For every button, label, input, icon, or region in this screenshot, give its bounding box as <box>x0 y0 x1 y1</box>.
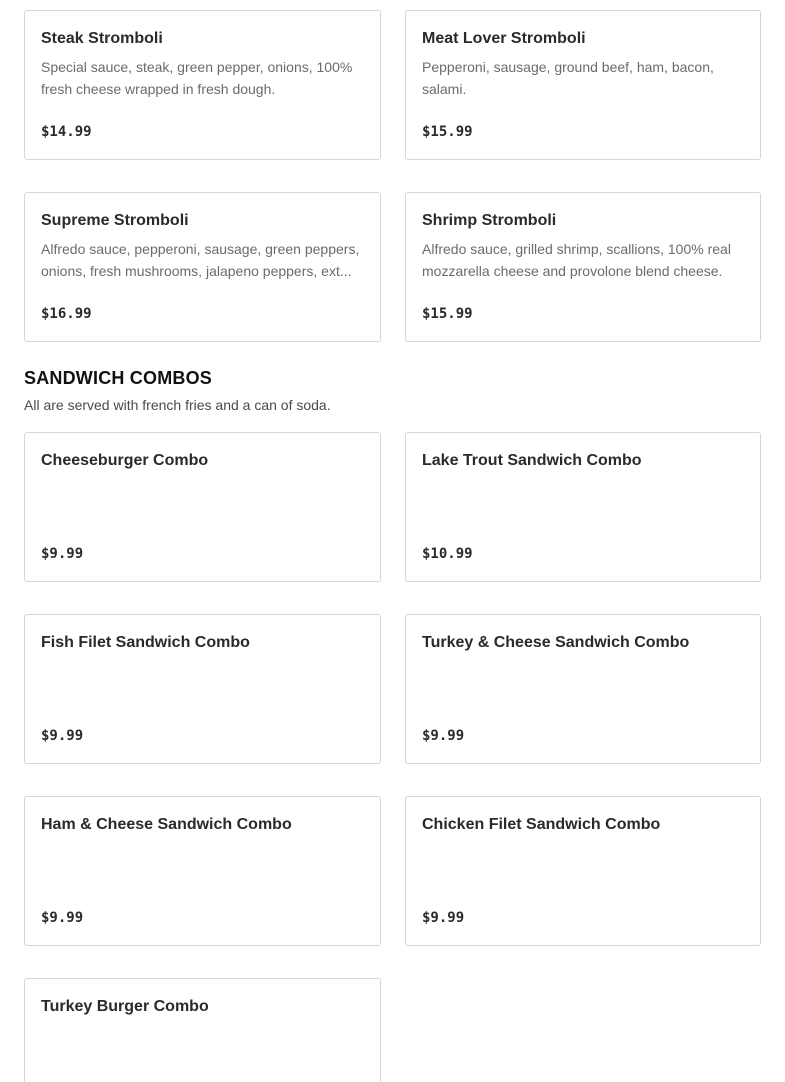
menu-item-description: Special sauce, steak, green pepper, onions, 100% fresh cheese wrapped in fresh dough. <box>41 59 353 97</box>
menu-item-price: $9.99 <box>422 910 465 926</box>
menu-item-price: $9.99 <box>422 728 465 744</box>
menu-item-card[interactable] <box>24 796 381 946</box>
menu-item-description: Alfredo sauce, pepperoni, sausage, green peppers, onions, fresh mushrooms, jalapeno peppers, ext... <box>41 241 360 279</box>
menu-item-card[interactable] <box>24 432 381 582</box>
menu-item-price: $16.99 <box>41 306 92 322</box>
menu-item-card[interactable] <box>405 432 761 582</box>
menu-item-price: $9.99 <box>41 910 84 926</box>
stromboli-grid <box>24 10 761 342</box>
menu-item-card[interactable] <box>405 796 761 946</box>
menu-item-card[interactable] <box>405 192 761 342</box>
menu-item-name: Chicken Filet Sandwich Combo <box>422 816 661 833</box>
menu-item-name: Lake Trout Sandwich Combo <box>422 452 642 469</box>
menu-item-price: $9.99 <box>41 728 84 744</box>
menu-item-price: $14.99 <box>41 124 92 140</box>
menu-item-card[interactable] <box>24 614 381 764</box>
menu-item-card[interactable] <box>24 978 381 1082</box>
menu-item-name: Ham & Cheese Sandwich Combo <box>41 816 292 833</box>
menu-item-price: $15.99 <box>422 306 473 322</box>
menu-item-name: Turkey & Cheese Sandwich Combo <box>422 634 690 651</box>
section-description: All are served with french fries and a can of soda. <box>24 397 331 413</box>
menu-item-card[interactable] <box>24 10 381 160</box>
menu-item-name: Steak Stromboli <box>41 30 163 47</box>
section-title: SANDWICH COMBOS <box>24 368 212 388</box>
menu-item-name: Turkey Burger Combo <box>41 998 209 1015</box>
menu-item-card[interactable] <box>405 614 761 764</box>
menu-item-card[interactable] <box>405 10 761 160</box>
section-header <box>24 367 331 415</box>
menu-item-name: Cheeseburger Combo <box>41 452 209 469</box>
menu-item-price: $15.99 <box>422 124 473 140</box>
menu-item-name: Fish Filet Sandwich Combo <box>41 634 250 651</box>
menu-item-name: Meat Lover Stromboli <box>422 30 586 47</box>
menu-item-name: Shrimp Stromboli <box>422 212 557 229</box>
combos-grid <box>24 432 761 1082</box>
menu-item-card[interactable] <box>24 192 381 342</box>
menu-item-description: Alfredo sauce, grilled shrimp, scallions, 100% real mozzarella cheese and provolone blend cheese. <box>422 241 731 279</box>
menu-item-name: Supreme Stromboli <box>41 212 189 229</box>
menu-item-price: $9.99 <box>41 546 84 562</box>
menu-item-description: Pepperoni, sausage, ground beef, ham, bacon, salami. <box>422 59 714 97</box>
menu-item-price: $10.99 <box>422 546 473 562</box>
